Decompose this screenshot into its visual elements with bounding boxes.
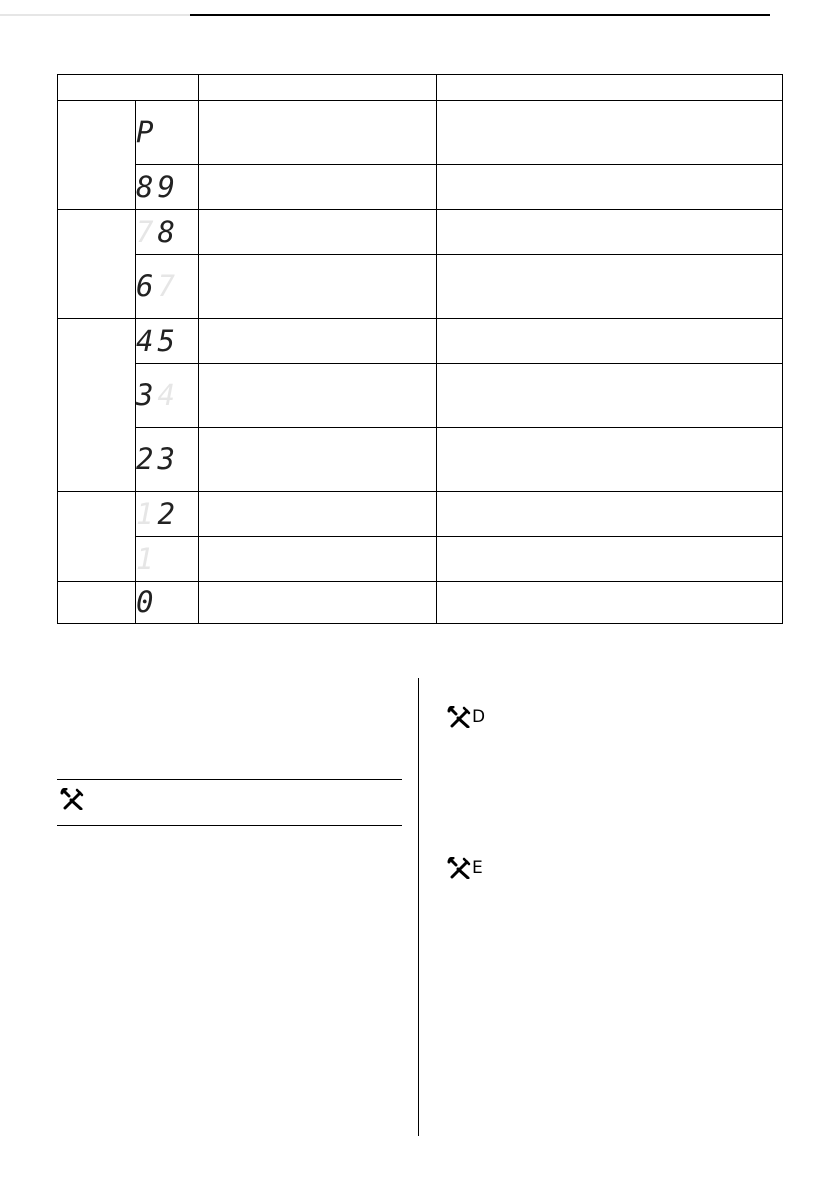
top-rule [190, 14, 770, 16]
hint-cell [437, 582, 783, 624]
display-digit: 5 [157, 323, 179, 358]
display-digit: 1 [136, 541, 158, 576]
tool-d-icon [447, 706, 471, 728]
hint-cell [437, 537, 783, 582]
table-header-row [58, 75, 783, 101]
table-body [58, 101, 783, 624]
display-cell [136, 364, 199, 428]
setting-cell [199, 428, 437, 492]
tool-d-letter: D [472, 707, 486, 727]
tool-icon [60, 788, 84, 810]
table-row [58, 255, 783, 319]
table-row [58, 492, 783, 537]
setting-cell [199, 364, 437, 428]
display-digit: 2 [136, 442, 158, 476]
display-cell [136, 492, 199, 537]
heat-group-cell [58, 319, 136, 492]
table-row [58, 537, 783, 582]
display-cell [136, 210, 199, 255]
heat-display-digits [136, 215, 179, 249]
table-row [58, 101, 783, 165]
heat-display-digits [136, 324, 179, 358]
column-divider [418, 678, 419, 1136]
display-digit: 4 [136, 323, 158, 358]
table-header-hints [437, 75, 783, 101]
display-cell [136, 428, 199, 492]
heat-display-digits [136, 378, 179, 412]
display-digit: 9 [157, 169, 179, 204]
hint-cell [437, 492, 783, 537]
setting-cell [199, 210, 437, 255]
hint-cell [437, 165, 783, 210]
table-header-heat-setting [58, 75, 199, 101]
display-cell [136, 165, 199, 210]
heat-group-cell [58, 582, 136, 624]
tip-bottom-rule [57, 825, 402, 826]
display-digit: 2 [157, 496, 179, 531]
table-row [58, 364, 783, 428]
hint-cell [437, 319, 783, 364]
setting-cell [199, 537, 437, 582]
tip-top-rule [57, 779, 402, 780]
table-row [58, 582, 783, 624]
heat-display-digits [136, 170, 179, 204]
hint-cell [437, 255, 783, 319]
display-cell [136, 582, 199, 624]
display-digit: 0 [136, 585, 158, 619]
display-digit: 7 [136, 214, 158, 249]
heat-display-digits [136, 497, 179, 531]
display-cell [136, 319, 199, 364]
tool-e-icon [447, 857, 471, 879]
setting-cell [199, 165, 437, 210]
heat-display-digits [136, 542, 157, 576]
heat-group-cell [58, 210, 136, 319]
table-row [58, 428, 783, 492]
tool-e-letter: E [472, 858, 483, 878]
display-digit: 3 [157, 442, 179, 476]
display-digit: 3 [136, 378, 158, 412]
display-cell [136, 101, 199, 165]
display-digit: 7 [157, 269, 179, 303]
heat-display-digits [136, 585, 157, 619]
table-row [58, 210, 783, 255]
heat-display-digits [136, 442, 179, 476]
table-row [58, 165, 783, 210]
setting-cell [199, 101, 437, 165]
heat-display-digits [136, 269, 179, 303]
display-digit: P [136, 115, 158, 149]
hint-cell [437, 364, 783, 428]
hint-cell [437, 101, 783, 165]
heat-setting-table [57, 74, 783, 624]
display-cell [136, 255, 199, 319]
heat-group-cell [58, 101, 136, 210]
display-cell [136, 537, 199, 582]
hint-cell [437, 210, 783, 255]
display-digit: 8 [157, 214, 179, 249]
display-digit: 4 [157, 378, 179, 412]
display-digit: 1 [136, 496, 158, 531]
heat-group-cell [58, 492, 136, 582]
table-row [58, 319, 783, 364]
setting-cell [199, 319, 437, 364]
display-digit: 6 [136, 269, 158, 303]
hint-cell [437, 428, 783, 492]
setting-cell [199, 582, 437, 624]
heat-display-digits [136, 115, 157, 149]
top-rule-faded [0, 14, 190, 16]
setting-cell [199, 492, 437, 537]
table-header-use-to [199, 75, 437, 101]
setting-cell [199, 255, 437, 319]
display-digit: 8 [136, 169, 158, 204]
